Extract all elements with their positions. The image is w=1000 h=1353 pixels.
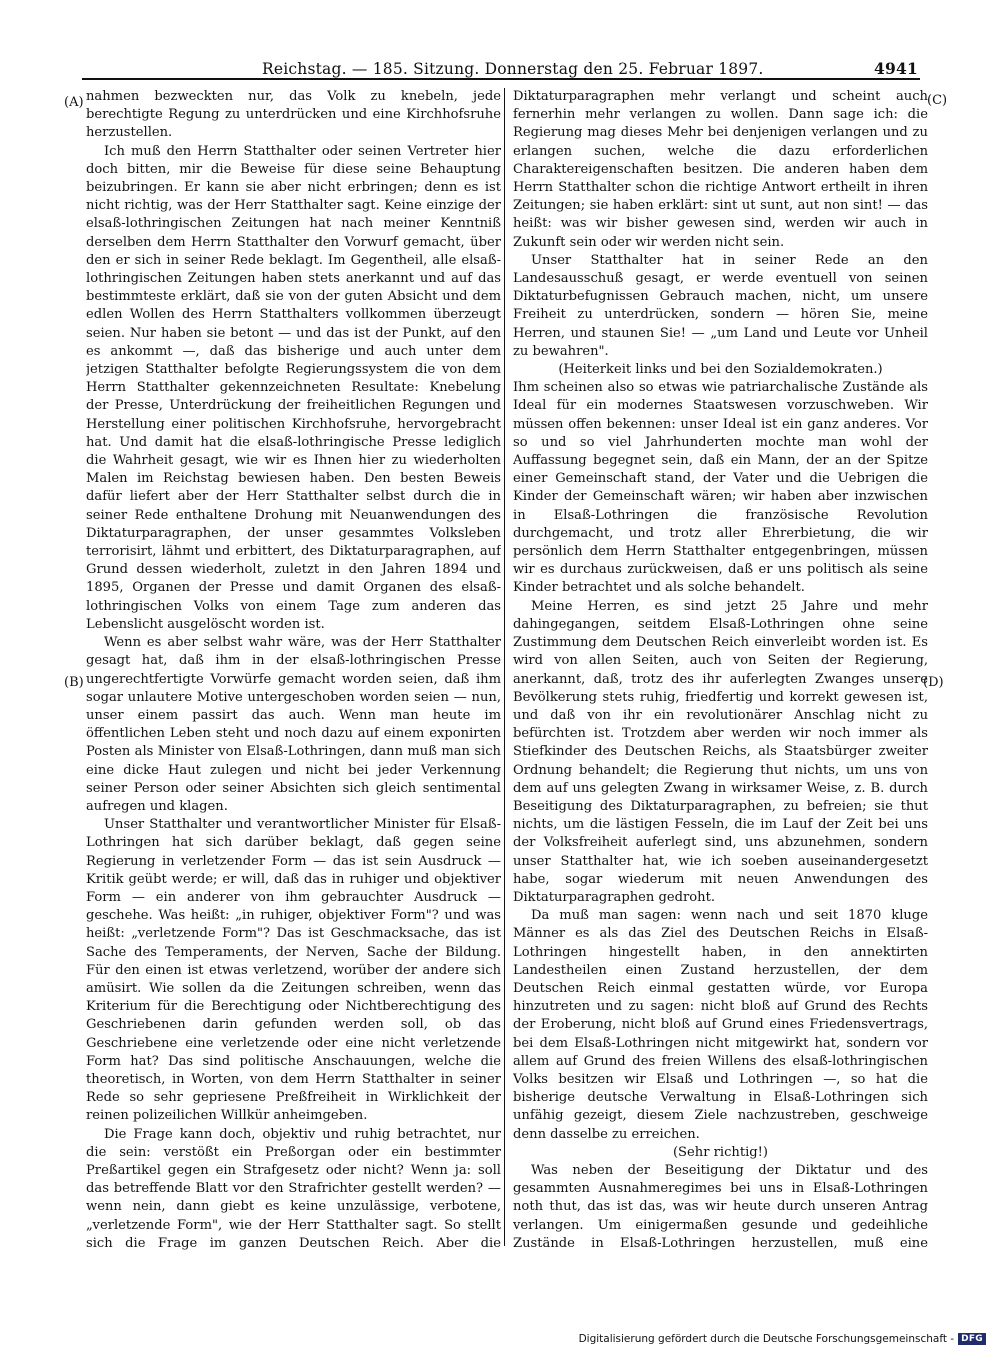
page-number: 4941	[874, 59, 918, 78]
margin-marker-c: (C)	[927, 93, 948, 108]
dfg-logo-icon: DFG	[958, 1333, 986, 1345]
stage-direction: (Sehr richtig!)	[672, 1144, 769, 1160]
left-column	[86, 88, 501, 1254]
paragraph: Da muß man sagen: wenn nach und seit 1870 kluge Männer es als das Ziel des Deutschen Reichs in Elsaß-Lothringen hingestellt haben, in den annektirten Landestheilen einen Zustand herzustellen, der dem Deutschen Reich einmal gestatten würde, vor Europa hinzutreten und zu sagen: nicht bloß auf Grund des Rechts der Eroberung, nicht bloß auf Grund eines Friedensvertrags, bei dem Elsaß-Lothringen nicht mitgewirkt hat, sondern vor allem auf Grund des freien Willens des elsaß-lothringischen Volks besitzen wir Elsaß und Lothringen —, so hat die bisherige deutsche Verwaltung in Elsaß-Lothringen sich unfähig gezeigt, diesem Ziele nachzustreben, geschweige denn dasselbe zu erreichen.	[513, 908, 928, 1142]
column-divider	[504, 88, 505, 1246]
stage-direction: (Heiterkeit links und bei den Sozialdemokraten.)	[558, 362, 883, 378]
margin-marker-d: (D)	[923, 675, 944, 690]
margin-marker-a: (A)	[64, 95, 84, 110]
paragraph: Ich muß den Herrn Statthalter oder seinen Vertreter hier doch bitten, mir die Beweise für diese seine Behauptung beizubringen. Er kann sie aber nicht erbringen; denn es ist nicht richtig, was der Herr Statthalter sagt. Keine einzige der elsaß-lothringischen Zeitungen hat nach meiner Kenntniß derselben dem Herrn Statthalter den Vorwurf gemacht, über den er sich in seiner Rede beklagt. Im Gegentheil, alle elsaß-lothringischen Zeitungen haben stets anerkannt und auf das bestimmteste erklärt, daß sie von der guten Absicht und dem edlen Wollen des Herrn Statthalters vollkommen überzeugt seien. Nur haben sie betont — und das ist der Punkt, auf den es ankommt —, daß das bisherige und auch unter dem jetzigen Statthalter befolgte Regierungssystem die von dem Herrn Statthalter gekennzeichneten Resultate: Knebelung der Presse, Unterdrückung der freiheitlichen Regungen und Herstellung einer politischen Kirchhofsruhe, hervorgebracht hat. Und damit hat die elsaß-lothringische Presse lediglich die Wahrheit gesagt, wie wir es Ihnen hier zu wiederholten Malen im Reichstag bewiesen haben. Den besten Beweis dafür liefert aber der Herr Statthalter selbst durch die in seiner Rede enthaltene Drohung mit Neuanwendungen des Diktaturparagraphen, der unser gesammtes Volksleben terrorisirt, lähmt und erbittert, des Diktaturparagraphen, auf Grund dessen wiederholt, zuletzt in den Jahren 1894 und 1895, Organen der Presse und damit Organen des elsaß-lothringischen Volks von einem Tage zum anderen das Lebenslicht ausgelöscht worden ist.	[86, 143, 501, 632]
margin-marker-b: (B)	[64, 675, 84, 690]
footer-credit	[579, 1333, 986, 1345]
paragraph: Wenn es aber selbst wahr wäre, was der Herr Statthalter gesagt hat, daß ihm in der elsaß-lothringischen Presse ungerechtfertigte Vorwürfe gemacht worden seien, daß ihm sogar unlautere Motive untergeschoben worden seien — nun, unser einem passirt das auch. Wenn man heute im öffentlichen Leben steht und noch dazu auf einem exponirten Posten als Minister von Elsaß-Lothringen, dann muß man sich eine dicke Haut zulegen und nicht bei jeder Verkennung seiner Person oder seiner Absichten sich gleich sentimental aufregen und klagen.	[86, 635, 501, 814]
paragraph: Ihm scheinen also so etwas wie patriarchalische Zustände als Ideal für ein modernes Staatswesen vorzuschweben. Wir müssen offen bekennen: unser Ideal ist ein ganz anderes. Vor so und so viel Jahrhunderten mochte man wohl der Auffassung begegnet sein, daß ein Mann, der an der Spitze einer Gemeinschaft stand, der Vater und die Uebrigen die Kinder der Gemeinschaft wären; wir haben aber inzwischen in Elsaß-Lothringen die französische Revolution durchgemacht, und trotz aller Ehrerbietung, die wir persönlich dem Herrn Statthalter entgegenbringen, müssen wir es durchaus zurückweisen, daß er uns politisch als seine Kinder betrachtet und als solche behandelt.	[513, 380, 928, 596]
paragraph: Meine Herren, es sind jetzt 25 Jahre und mehr dahingegangen, seitdem Elsaß-Lothringen ohne seine Zustimmung dem Deutschen Reich einverleibt worden ist. Es wird von allen Seiten, auch von Seiten der Regierung, anerkannt, daß, trotz des ihr auferlegten Zwanges unsere Bevölkerung stets ruhig, friedfertig und korrekt gewesen ist, und daß von ihr ein revolutionärer Anschlag nicht zu befürchten ist. Trotzdem aber werden wir noch immer als Stiefkinder des Deutschen Reichs, als Staatsbürger zweiter Ordnung behandelt; die Regierung thut nichts, um uns von dem auf uns gelegten Zwang in wirksamer Weise, z. B. durch Beseitigung des Diktaturparagraphen, zu befreien; sie thut nichts, um die lästigen Fesseln, die im Lauf der Zeit bei uns der Volksfreiheit auferlegt sind, uns abzunehmen, sondern unser Statthalter hat, wie ich soeben auseinandergesetzt habe, sogar wiederum mit neuen Anwendungen des Diktaturparagraphen gedroht.	[513, 598, 928, 905]
footer-credit-text: Digitalisierung gefördert durch die Deutsche Forschungsgemeinschaft -	[578, 1333, 955, 1345]
paragraph: nahmen bezweckten nur, das Volk zu knebeln, jede berechtigte Regung zu unterdrücken und eine Kirchhofsruhe herzustellen.	[86, 89, 501, 141]
paragraph: Unser Statthalter hat in seiner Rede an den Landesausschuß gesagt, er werde eventuell von seinen Diktaturbefugnissen Gebrauch machen, nicht, um unsere Freiheit zu unterdrücken, sondern — hören Sie, meine Herren, und staunen Sie! — „um Land und Leute vor Unheil zu bewahren".	[513, 252, 928, 359]
paragraph: Was neben der Beseitigung der Diktatur und des gesammten Ausnahmeregimes bei uns in Elsaß-Lothringen noth thut, das ist das, was wir heute durch unseren Antrag verlangen. Um einigermaßen gesunde und gedeihliche Zustände in Elsaß-Lothringen herzustellen, muß eine	[513, 1162, 928, 1251]
paragraph: Die Frage kann doch, objektiv und ruhig betrachtet, nur die sein: verstößt ein Preßorgan oder ein bestimmter Preßartikel gegen ein Strafgesetz oder nicht? Wenn ja: soll das betreffende Blatt vor den Strafrichter gestellt werden? — wenn nein, dann giebt es keine unzulässige, verbotene, „verletzende Form", wie der Herr Statthalter sagt. So stellt sich die Frage im ganzen Deutschen Reich. Aber die	[86, 1126, 501, 1251]
paragraph: Unser Statthalter und verantwortlicher Minister für Elsaß-Lothringen hat sich darüber beklagt, daß gegen seine Regierung in verletzender Form — das ist sein Ausdruck — Kritik geübt werde; er will, daß das in ruhiger und objektiver Form — ein anderer von ihm gebrauchter Ausdruck — geschehe. Was heißt: „in ruhiger, objektiver Form"? und was heißt: „verletzende Form"? Das ist Geschmacksache, das ist Sache des Temperaments, der Nerven, Sache der Bildung. Für den einen ist etwas verletzend, worüber der andere sich amüsirt. Wie sollen da die Zeitungen schreiben, wenn das Kriterium für die Berechtigung oder Nichtberechtigung des Geschriebenen darin gefunden werden soll, ob das Geschriebene eine verletzende oder eine nicht verletzende Form hat? Das sind politische Anschauungen, welche die theoretisch, in Worten, von dem Herrn Statthalter in seiner Rede so sehr gepriesene Preßfreiheit in Wirklichkeit der reinen polizeilichen Willkür anheimgeben.	[86, 817, 501, 1124]
right-column	[513, 88, 928, 1254]
paragraph: Diktaturparagraphen mehr verlangt und scheint auch fernerhin mehr verlangen zu wollen. Dann sage ich: die Regierung mag dieses Mehr bei denjenigen verlangen und zu erlangen suchen, welche die dazu erforderlichen Charaktereigenschaften besitzen. Die anderen haben dem Herrn Statthalter schon die richtige Antwort ertheilt in ihren Zeitungen; sie haben erklärt: sint ut sunt, aut non sint! — das heißt: was wir bisher gewesen sind, werden wir auch in Zukunft sein oder wir werden nicht sein.	[513, 89, 928, 250]
page-header	[82, 48, 920, 80]
running-title: Reichstag. — 185. Sitzung. Donnerstag den 25. Februar 1897.	[262, 60, 764, 78]
